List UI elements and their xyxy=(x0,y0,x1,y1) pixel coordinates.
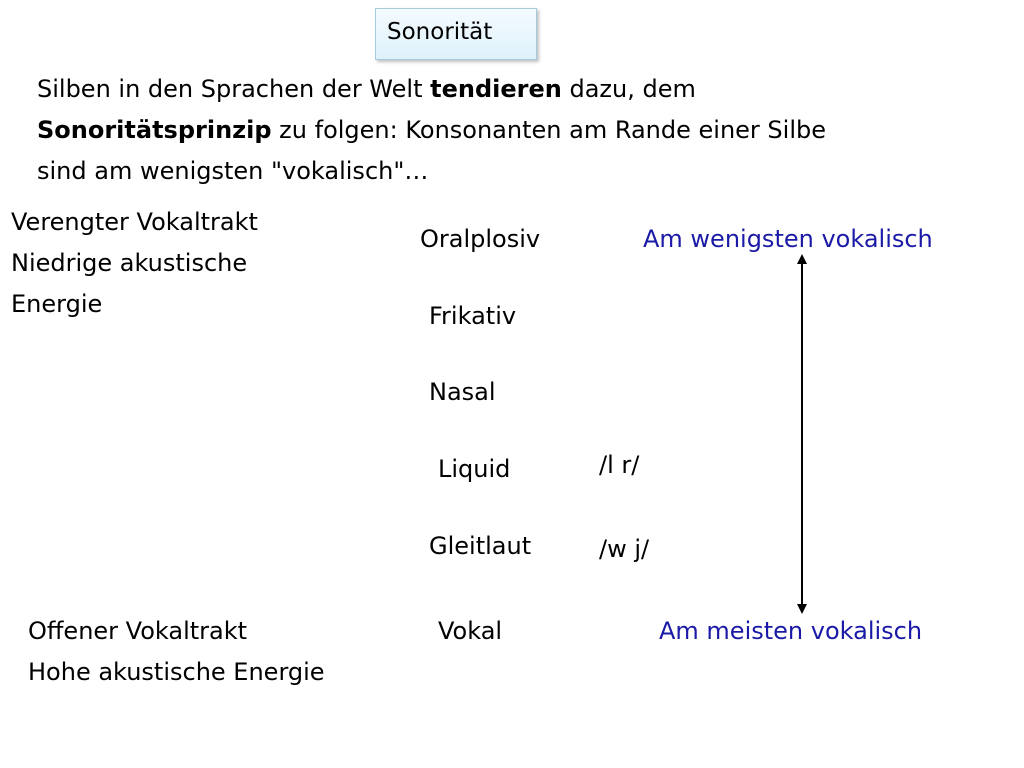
double-arrow xyxy=(790,252,814,616)
bottom-left-description xyxy=(28,611,325,693)
scale-label-vokal: Vokal xyxy=(438,617,503,645)
scale-label-oralplosiv: Oralplosiv xyxy=(420,225,541,253)
gleitlaut-example: /w j/ xyxy=(599,535,650,563)
scale-label-frikativ: Frikativ xyxy=(429,302,517,330)
intro-line-3: sind am wenigsten "vokalisch"… xyxy=(37,157,429,185)
scale-label-gleitlaut: Gleitlaut xyxy=(429,532,532,560)
intro-line-2 xyxy=(37,110,826,151)
slide-title: Sonorität xyxy=(387,19,493,45)
intro-line-1 xyxy=(37,69,826,110)
most-vocalic-label: Am meisten vokalisch xyxy=(659,617,923,645)
intro-text: Silben in den Sprachen der Welt xyxy=(37,75,431,103)
least-vocalic-label: Am wenigsten vokalisch xyxy=(643,225,933,253)
intro-text: dazu, dem xyxy=(561,75,696,103)
liquid-example: /l r/ xyxy=(599,451,640,479)
scale-label-liquid: Liquid xyxy=(438,455,511,483)
description-line: Niedrige akustische xyxy=(11,249,248,277)
description-line: Offener Vokaltrakt xyxy=(28,617,248,645)
description-line: Hohe akustische Energie xyxy=(28,658,325,686)
arrow-head-down-icon xyxy=(797,604,807,614)
scale-label-nasal: Nasal xyxy=(429,378,496,406)
intro-paragraph xyxy=(37,69,826,192)
top-left-description xyxy=(11,202,258,325)
description-line: Verengter Vokaltrakt xyxy=(11,208,258,236)
intro-text: zu folgen: Konsonanten am Rande einer Silbe xyxy=(271,116,826,144)
description-line: Energie xyxy=(11,290,103,318)
intro-bold-term: tendieren xyxy=(430,75,562,103)
intro-bold-term: Sonoritätsprinzip xyxy=(37,116,272,144)
arrow-head-up-icon xyxy=(797,254,807,264)
